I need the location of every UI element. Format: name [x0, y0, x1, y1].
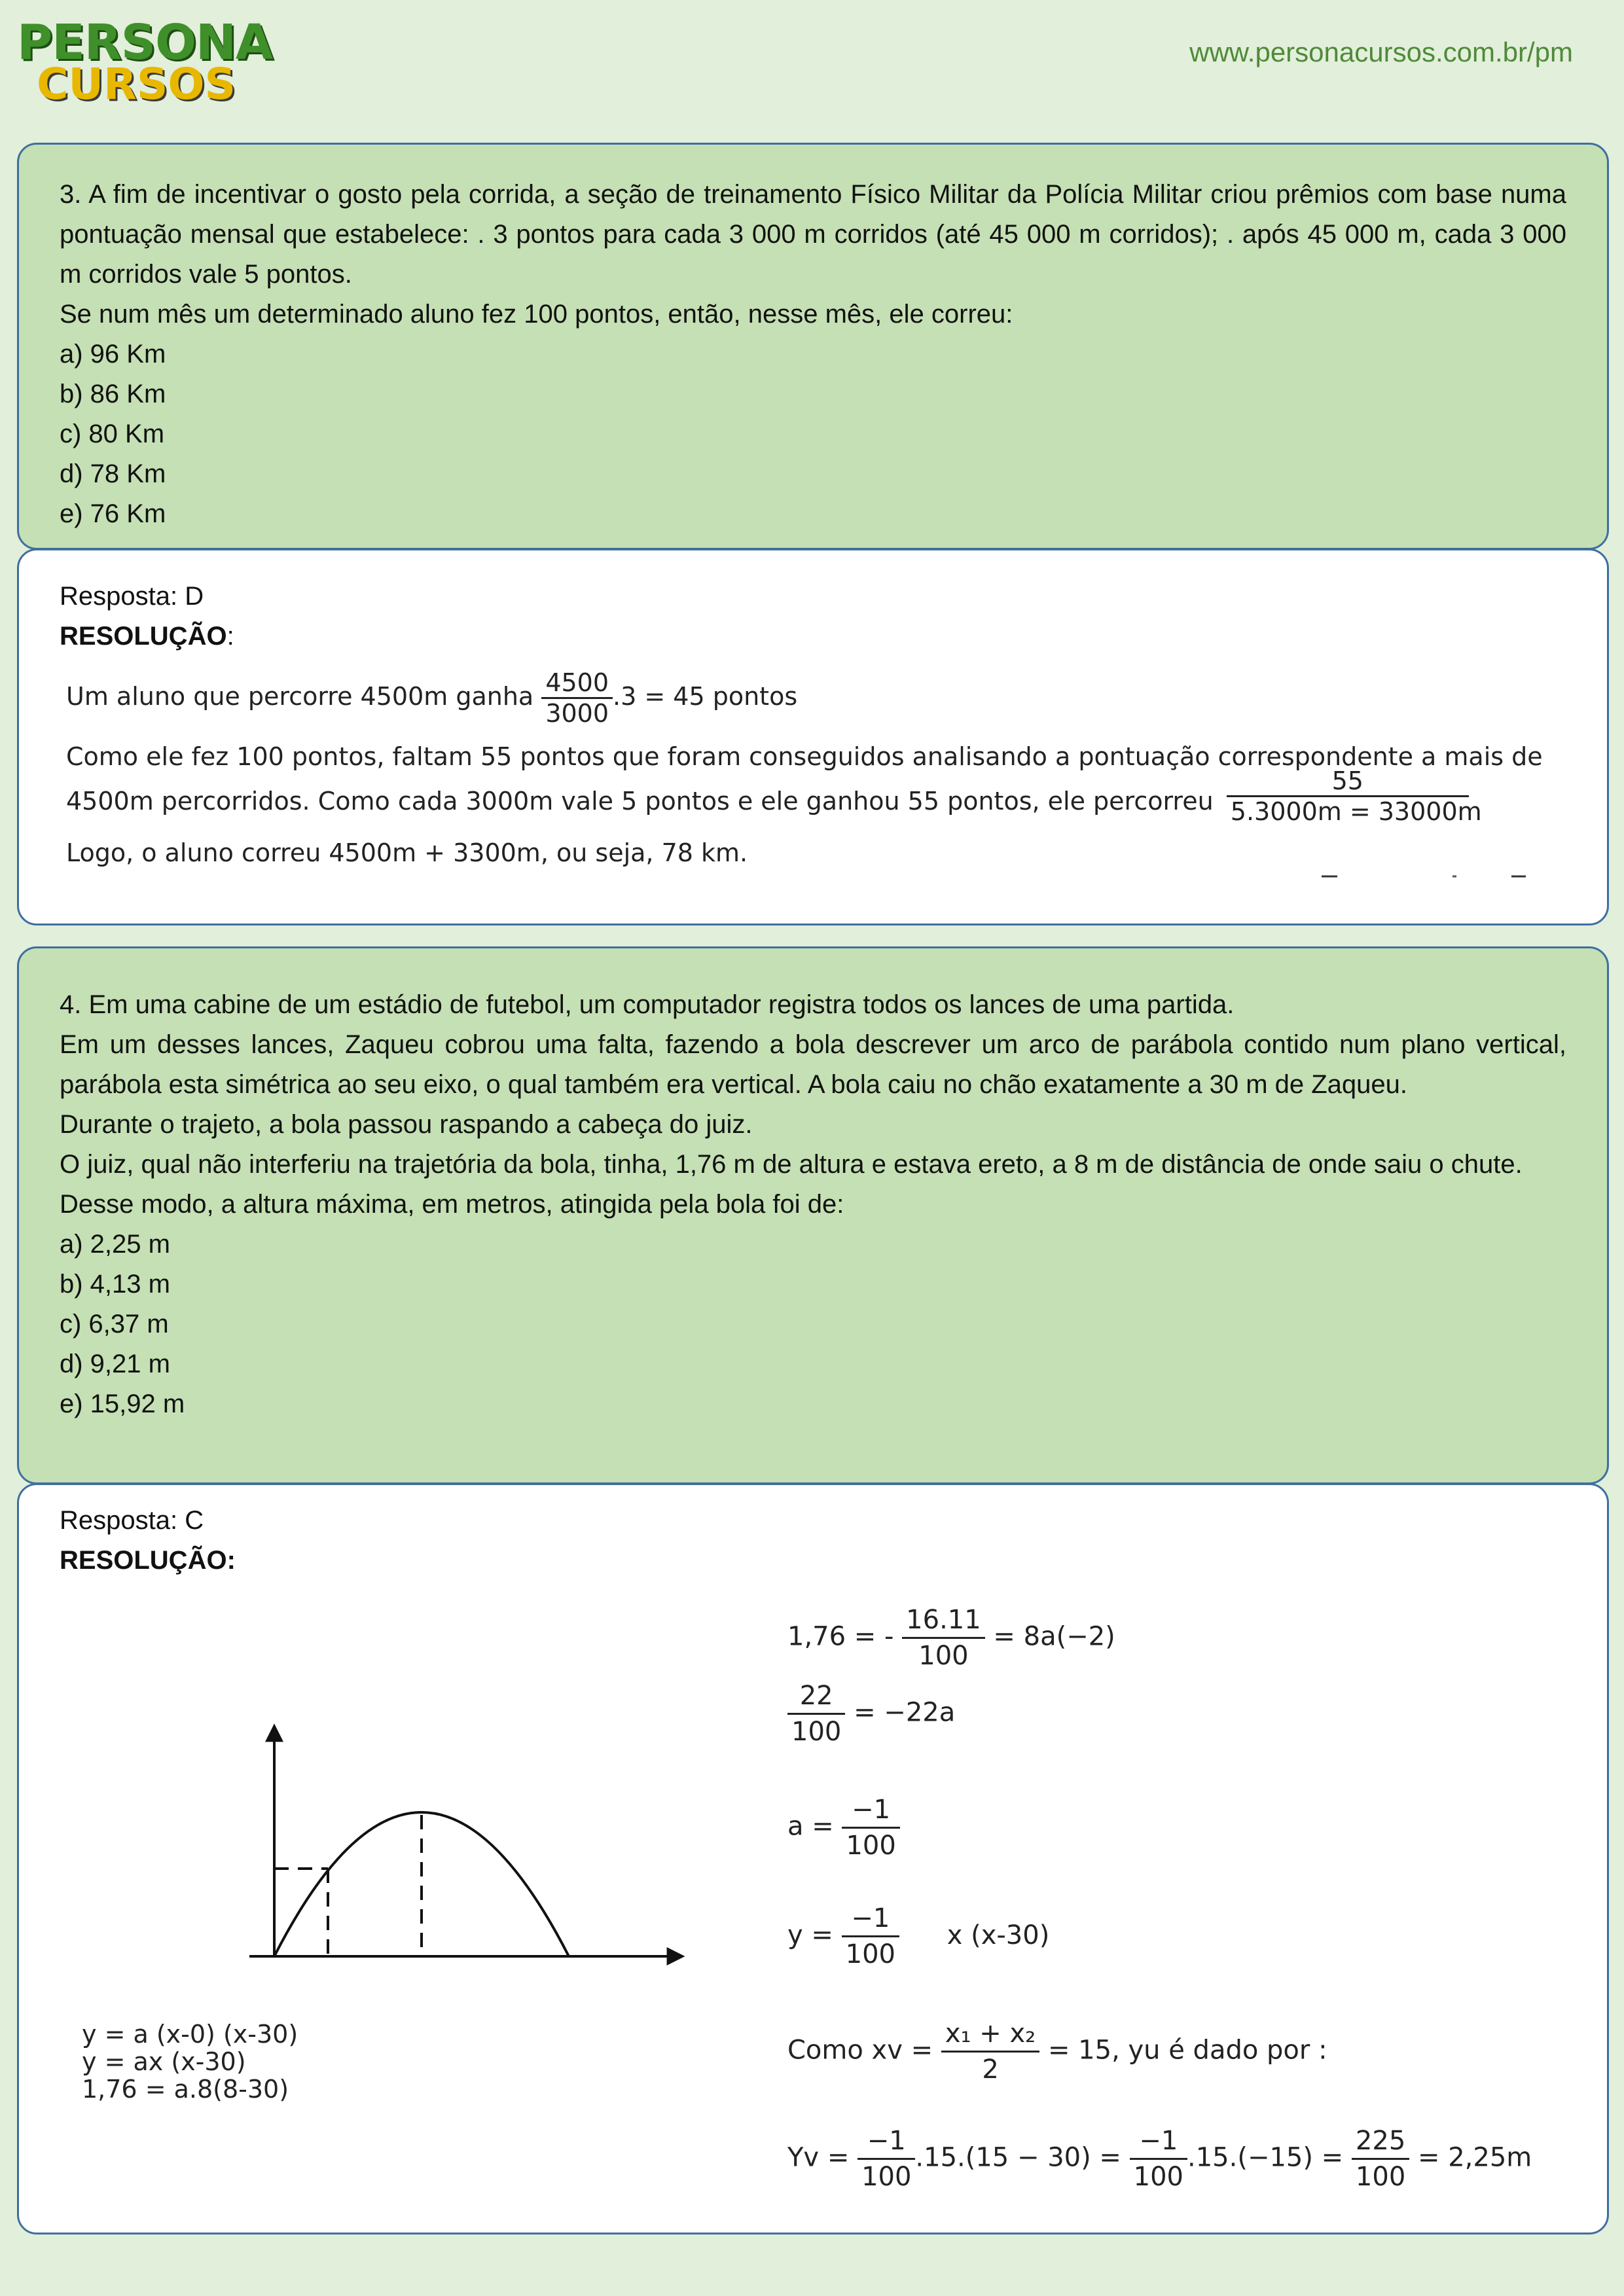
fraction-minus1-100 — [842, 1901, 899, 1971]
fraction-16-11 — [902, 1603, 985, 1673]
left-eq-2: y = ax (x-30) — [82, 2047, 246, 2076]
eq1-post: = 8a(−2) — [993, 1621, 1115, 1652]
option-b: b) 86 Km — [60, 380, 166, 408]
persona-cursos-logo — [17, 14, 273, 109]
fraction-num: 55 — [1227, 766, 1469, 797]
line1-pre: Um aluno que percorre 4500m ganha — [66, 682, 534, 711]
fraction-den: 2 — [982, 2054, 999, 2085]
equation-3 — [787, 1793, 900, 1863]
eq4-pre: y = — [787, 1920, 833, 1950]
scan-marks — [1322, 870, 1583, 883]
fraction-num: −1 — [842, 1793, 899, 1829]
question-3-box — [17, 143, 1609, 550]
left-equations — [82, 2020, 298, 2103]
answer-4-box — [17, 1483, 1609, 2234]
logo-line-1: PERSONA — [17, 14, 273, 71]
eq6-post: = 2,25m — [1418, 2142, 1532, 2173]
fraction-den: 100 — [845, 1939, 895, 1969]
equation-6 — [787, 2124, 1532, 2194]
line3-pre: 4500m percorridos. Como cada 3000m vale 5 pontos e ele ganhou 55 pontos, ele percorreu — [66, 787, 1214, 816]
answer-4-label: Resposta: C — [60, 1506, 204, 1535]
equation-2 — [787, 1679, 955, 1749]
fraction-den: 100 — [861, 2162, 912, 2192]
option-d: d) 9,21 m — [60, 1350, 170, 1378]
option-c: c) 6,37 m — [60, 1310, 169, 1338]
equation-4 — [787, 1901, 1049, 1971]
eq6-mid-2: .15.(−15) = — [1187, 2142, 1344, 2173]
question-4-line-4: O juiz, qual não interferiu na trajetória da bola, tinha, 1,76 m de altura e estava ereto, a 8 m de distância de onde saiu o chute. — [60, 1150, 1523, 1179]
fraction-den: 100 — [846, 1831, 896, 1861]
site-url[interactable]: www.personacursos.com.br/pm — [1189, 37, 1573, 67]
eq6-pre: Yv = — [787, 2142, 850, 2173]
question-4-box — [17, 946, 1609, 1484]
option-e: e) 15,92 m — [60, 1390, 185, 1418]
option-d: d) 78 Km — [60, 459, 166, 488]
eq1-pre: 1,76 = - — [787, 1621, 894, 1652]
fraction-den: 100 — [1133, 2162, 1184, 2192]
fraction-den: 5.3000m = 33000m — [1230, 797, 1482, 826]
option-e: e) 76 Km — [60, 499, 166, 528]
eq4-post: x (x-30) — [947, 1920, 1050, 1950]
equation-5 — [787, 2017, 1327, 2087]
resolution-3-line-3 — [66, 766, 1482, 826]
fraction-num: 16.11 — [902, 1603, 985, 1639]
fraction-minus1-100 — [842, 1793, 899, 1863]
fraction-den: 100 — [918, 1641, 969, 1671]
resolution-colon: : — [226, 622, 234, 651]
answer-3-box — [17, 548, 1609, 925]
fraction-4500-3000 — [541, 668, 613, 728]
fraction-minus1-100-a — [857, 2124, 915, 2194]
option-c: c) 80 Km — [60, 420, 165, 448]
fraction-num: −1 — [857, 2124, 915, 2160]
resolution-label: RESOLUÇÃO — [60, 622, 227, 651]
question-4-line-1: 4. Em uma cabine de um estádio de futebol, um computador registra todos os lances de uma partida. — [60, 990, 1235, 1019]
fraction-num: 4500 — [541, 668, 613, 699]
question-4-line-3: Durante o trajeto, a bola passou raspando a cabeça do juiz. — [60, 1110, 753, 1139]
resolution-heading — [60, 617, 1566, 656]
fraction-225-100 — [1352, 2124, 1409, 2194]
eq3-pre: a = — [787, 1811, 834, 1842]
resolution-3-line-1 — [66, 668, 797, 728]
resolution-3-line-2: Como ele fez 100 pontos, faltam 55 pontos que foram conseguidos analisando a pontuação correspondente a mais de — [66, 742, 1543, 771]
fraction-22-100 — [787, 1679, 845, 1749]
line1-post: .3 = 45 pontos — [613, 682, 798, 711]
fraction-num: 22 — [787, 1679, 845, 1715]
question-4-line-2: Em um desses lances, Zaqueu cobrou uma falta, fazendo a bola descrever um arco de parábola contido num plano vertical, parábola esta simétrica ao seu eixo, o qual também era vertical. A bola caiu no chão exatamente a 30 m de Zaqueu. — [60, 1030, 1566, 1099]
fraction-minus1-100-b — [1130, 2124, 1187, 2194]
fraction-num: −1 — [1130, 2124, 1187, 2160]
fraction-den: 3000 — [545, 699, 609, 728]
fraction-den: 100 — [791, 1717, 842, 1747]
fraction-vertex-x — [941, 2017, 1039, 2087]
question-3-text: 3. A fim de incentivar o gosto pela corrida, a seção de treinamento Físico Militar da Polícia Militar criou prêmios com base numa pontuação mensal que estabelece: . 3 pontos para cada 3 000 m corridos (até 45 000 m corridos); . após 45 000 m, cada 3 000 m corridos vale 5 pontos. — [60, 180, 1566, 289]
equation-1 — [787, 1603, 1115, 1673]
parabola-diagram — [215, 1721, 687, 1996]
question-4-line-5: Desse modo, a altura máxima, em metros, atingida pela bola foi de: — [60, 1190, 844, 1219]
fraction-den: 100 — [1355, 2162, 1406, 2192]
fraction-num: −1 — [842, 1901, 899, 1937]
eq6-mid-1: .15.(15 − 30) = — [915, 2142, 1121, 2173]
eq5-pre: Como xv = — [787, 2035, 933, 2066]
fraction-num: 225 — [1352, 2124, 1409, 2160]
eq2-post: = −22a — [854, 1697, 956, 1728]
option-a: a) 2,25 m — [60, 1230, 170, 1259]
eq5-post: = 15, yu é dado por : — [1047, 2035, 1327, 2066]
answer-3-label: Resposta: D — [60, 582, 204, 611]
logo-line-2: CURSOS — [37, 59, 236, 109]
fraction-num: x₁ + x₂ — [941, 2017, 1039, 2053]
option-b: b) 4,13 m — [60, 1270, 170, 1299]
fraction-55 — [1227, 766, 1482, 826]
resolution-heading: RESOLUÇÃO: — [60, 1546, 236, 1575]
resolution-3-line-4: Logo, o aluno correu 4500m + 3300m, ou seja, 78 km. — [66, 838, 748, 867]
left-eq-3: 1,76 = a.8(8-30) — [82, 2075, 289, 2104]
left-eq-1: y = a (x-0) (x-30) — [82, 2020, 298, 2049]
option-a: a) 96 Km — [60, 340, 166, 368]
question-3-prompt: Se num mês um determinado aluno fez 100 pontos, então, nesse mês, ele correu: — [60, 300, 1013, 329]
